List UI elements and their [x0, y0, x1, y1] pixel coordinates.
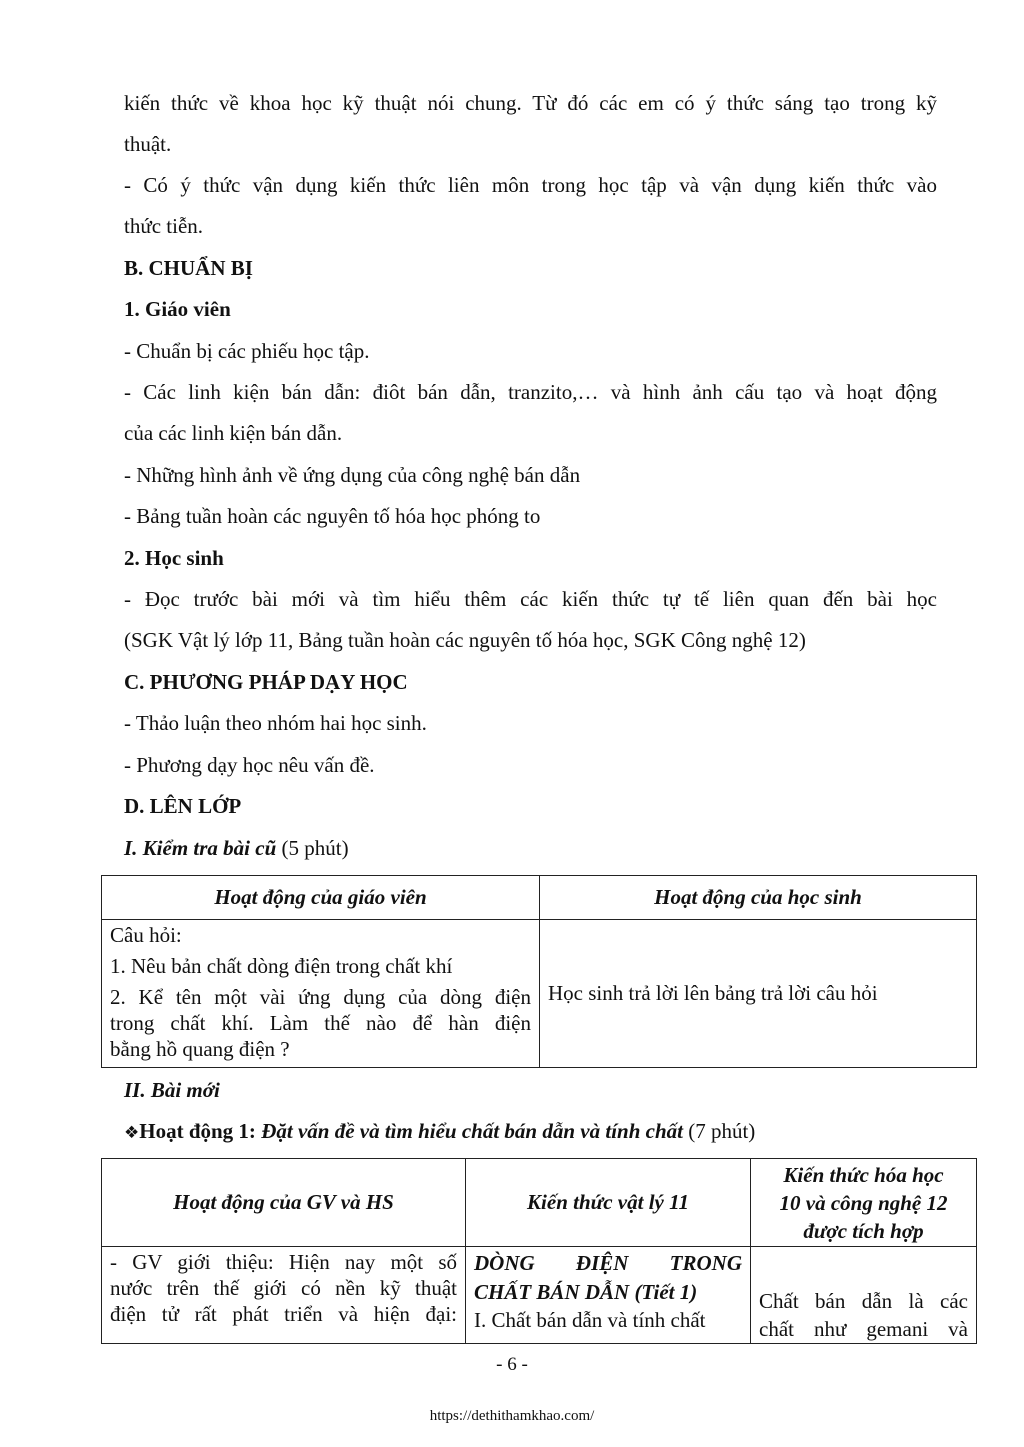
footer-url: https://dethithamkhao.com/ [429, 1408, 595, 1424]
section-b-heading: B. CHUẨN BỊ [124, 256, 253, 280]
review-table-questions [102, 920, 540, 1068]
activity-table-integrated-cell [751, 1247, 977, 1344]
activity-1-heading [124, 1116, 937, 1148]
physics-title-2: CHẤT BÁN DẪN (Tiết 1) [474, 1280, 698, 1304]
question-1: 1. Nêu bản chất dòng điện trong chất khí [110, 954, 453, 978]
question-2c: bằng hồ quang điện ? [110, 1037, 290, 1061]
student-heading: 2. Học sinh [124, 546, 224, 570]
integrated-line-1: Chất bán dẫn là các [759, 1289, 968, 1313]
activity-1-table [101, 1158, 977, 1344]
intro-line-2: thuật. [124, 132, 172, 156]
review-table-answer: Học sinh trả lời lên bảng trả lời câu hỏi [540, 920, 977, 1068]
review-table [101, 875, 977, 1068]
activity-table-header-physics: Kiến thức vật lý 11 [466, 1159, 751, 1247]
teacher-heading: 1. Giáo viên [124, 297, 231, 321]
activity-1-title: Đặt vấn đề và tìm hiểu chất bán dẫn và tính chất [255, 1119, 683, 1143]
new-lesson-title: II. Bài mới [124, 1078, 220, 1102]
integrated-line-2: chất như gemani và [759, 1317, 968, 1341]
activity-table-header-integrated [751, 1159, 977, 1247]
method-item-2: - Phương dạy học nêu vấn đề. [124, 753, 375, 777]
activity-table-physics-cell [466, 1247, 751, 1344]
teacher-item-1: - Chuẩn bị các phiếu học tập. [124, 339, 370, 363]
section-c-heading: C. PHƯƠNG PHÁP DẠY HỌC [124, 670, 408, 694]
student-item-1a: - Đọc trước bài mới và tìm hiểu thêm các kiến thức tự tế liên quan đến bài học [124, 587, 937, 611]
physics-subtitle: I. Chất bán dẫn và tính chất [474, 1308, 706, 1332]
teacher-item-2b: của các linh kiện bán dẫn. [124, 421, 343, 445]
integrated-header-line-3: được tích hợp [803, 1218, 924, 1243]
teacher-item-4: - Bảng tuần hoàn các nguyên tố hóa học phóng to [124, 504, 541, 528]
old-lesson-check-time: (5 phút) [276, 836, 349, 860]
intro-line-4: thức tiễn. [124, 214, 204, 238]
activity-table-gv-cell [102, 1247, 466, 1344]
student-item-1b: (SGK Vật lý lớp 11, Bảng tuần hoàn các nguyên tố hóa học, SGK Công nghệ 12) [124, 628, 806, 652]
review-table-header-student: Hoạt động của học sinh [540, 876, 977, 920]
activity-1-label: Hoạt động 1: [139, 1119, 256, 1143]
gv-line-3: điện tử rất phát triển và hiện đại: [110, 1302, 457, 1326]
review-table-header-teacher: Hoạt động của giáo viên [102, 876, 540, 920]
question-2b: trong chất khí. Làm thế nào để hàn điện [110, 1011, 531, 1035]
gv-line-1: - GV giới thiệu: Hiện nay một số [110, 1250, 457, 1274]
physics-title-1: DÒNG ĐIỆN TRONG [474, 1251, 742, 1275]
question-2a: 2. Kể tên một vài ứng dụng của dòng điện [110, 985, 531, 1009]
old-lesson-check-title [124, 833, 937, 863]
page-number: - 6 - [496, 1354, 528, 1375]
method-item-1: - Thảo luận theo nhóm hai học sinh. [124, 711, 427, 735]
section-d-heading: D. LÊN LỚP [124, 794, 242, 818]
teacher-item-3: - Những hình ảnh về ứng dụng của công nghệ bán dẫn [124, 463, 581, 487]
integrated-header-line-2: 10 và công nghệ 12 [779, 1190, 948, 1215]
intro-line-3: - Có ý thức vận dụng kiến thức liên môn trong học tập và vận dụng kiến thức vào [124, 173, 937, 197]
teacher-item-2a: - Các linh kiện bán dẫn: điôt bán dẫn, tranzito,… và hình ảnh cấu tạo và hoạt động [124, 380, 937, 404]
question-label: Câu hỏi: [110, 923, 182, 947]
activity-1-time: (7 phút) [682, 1119, 756, 1143]
diamond-bullet-icon: ❖ [124, 1123, 140, 1143]
activity-table-header-gv-hs: Hoạt động của GV và HS [102, 1159, 466, 1247]
old-lesson-check-label: I. Kiểm tra bài cũ [124, 836, 277, 860]
intro-line-1: kiến thức về khoa học kỹ thuật nói chung. Từ đó các em có ý thức sáng tạo trong kỹ [124, 91, 937, 115]
gv-line-2: nước trên thế giới có nền kỹ thuật [110, 1276, 457, 1300]
integrated-header-line-1: Kiến thức hóa học [783, 1162, 944, 1187]
